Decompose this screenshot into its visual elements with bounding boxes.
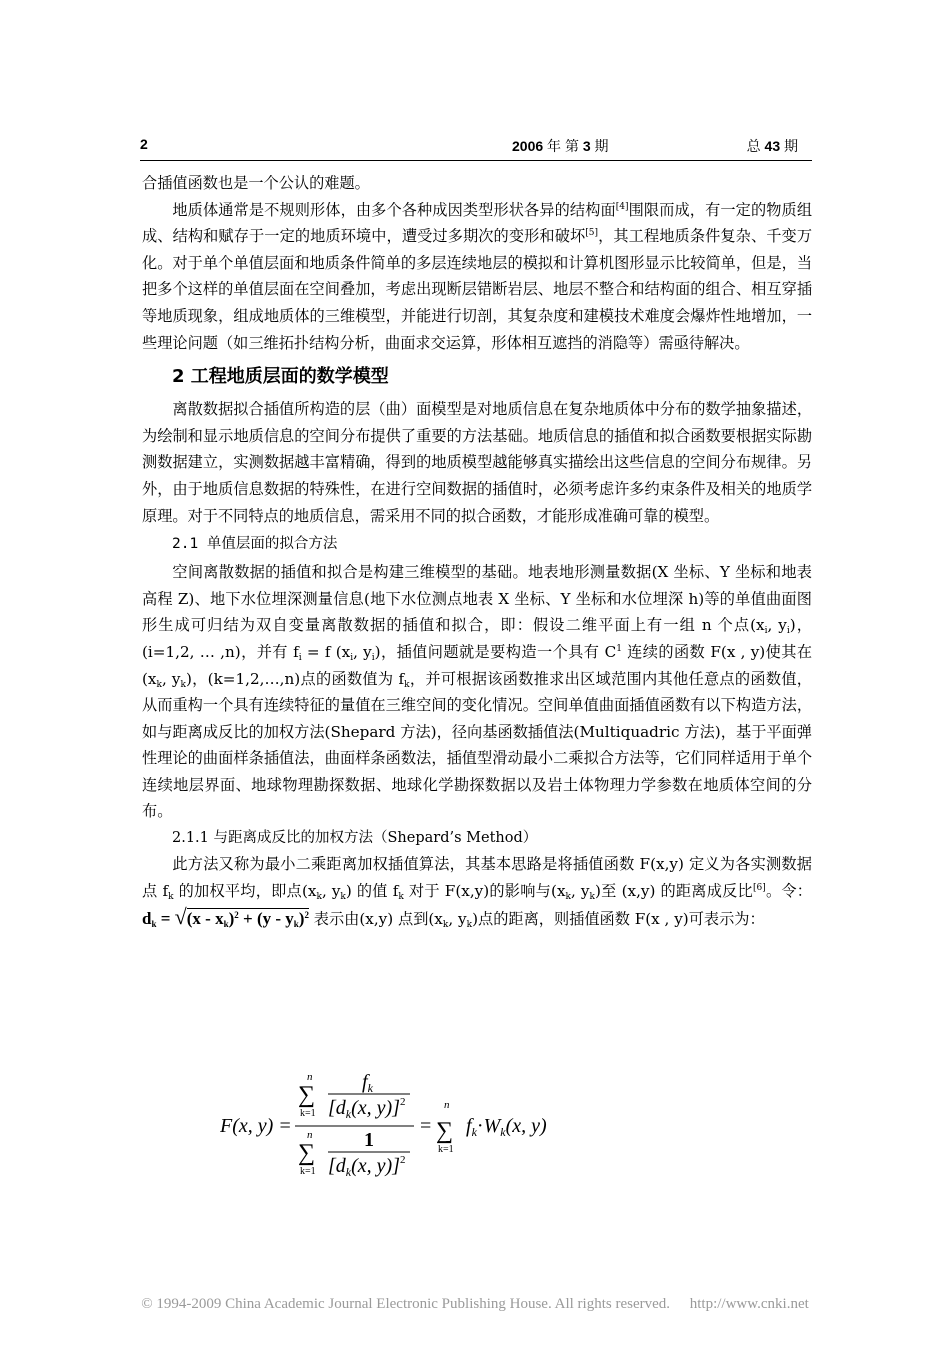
paragraph-continuation: 合插值函数也是一个公认的难题。	[142, 174, 370, 192]
num-one: 1	[364, 1129, 374, 1151]
paragraph-model: 离散数据拟合插值所构造的层（曲）面模型是对地质信息在复杂地质体中分布的数学抽象描述，为绘制和显示地质信息的空间分布提供了重要的方法基础。地质信息的插值和拟合函数要根据实际勘测数据建立，实测数据越丰富精确，得到的地质模型越能够真实描绘出这些信息的空间分布规律。另外，由于地质信息数据的特殊性，在进行空间数据的插值时，必须考虑许多约束条件及相关的地质学原理。对于不同特点的地质信息，需采用不同的拟合函数，才能形成准确可靠的模型。	[142, 400, 812, 525]
den-dk-1: [$d_k(x$, y)]$^2$	[328, 1096, 406, 1121]
rhs-term: $f_k\cdot W_k(x$, y)	[466, 1115, 547, 1139]
section-heading-2-1: 2.1 单值层面的拟合方法	[172, 536, 338, 553]
cnki-url[interactable]: http://www.cnki.net	[689, 1296, 809, 1312]
article-body	[142, 170, 812, 933]
page-number: 2	[140, 136, 148, 152]
sum-bot-2: k=1	[300, 1166, 316, 1177]
sum-sign-2: ∑	[298, 1140, 316, 1166]
sum-top-3: n	[444, 1099, 450, 1111]
section-heading-2-1-1: 2.1.1 与距离成反比的加权方法（Shepard’s Method）	[172, 830, 538, 847]
shepard-formula	[220, 1072, 600, 1182]
copyright-text: © 1994-2009 China Academic Journal Electronic Publishing House. All rights reserved.	[141, 1296, 671, 1312]
sum-bot-3: k=1	[438, 1144, 454, 1155]
paragraph-interpolation: 空间离散数据的插值和拟合是构建三维模型的基础。地表地形测量数据(X 坐标、Y 坐标和地表高程 Z)、地下水位埋深测量信息(地下水位测点地表 X 坐标、Y 坐标和水位埋深 h)等的单值曲面图形生成可归结为双自变量离散数据的插值和拟合，即：假设二维平面上有一组 n 个点($x_i$, $y_i$)，(i=1,2, … ,n)，并有 $f_i = f$ ($x_i$, $y_i$)，插值问题就是要构造一个具有 $C^1$ 连续的函数 F(x , y)使其在($x_k$, $y_k$)，(k=1,2,…,n)点的函数值为 $f_k$，并可根据该函数推求出区域范围内其他任意点的函数值，从而重构一个具有连续特征的量值在三维空间的变化情况。空间单值曲面插值函数有以下构造方法，如与距离成反比的加权方法(Shepard 方法)，径向基函数插值法(Multiquadric 方法)，基于平面弹性理论的曲面样条插值法，曲面样条函数法，插值型滑动最小二乘拟合方法等，它们同样适用于单个连续地层界面、地球物理勘探数据、地球化学勘探数据以及岩土体物理力学参数在地质体空间的分布。	[142, 563, 813, 821]
formula-eq2: =	[420, 1115, 432, 1137]
distance-formula: $d_k = √(x - x_k)^2 + (y - y_k)^2$	[142, 904, 309, 930]
paragraph-geology-body: 地质体通常是不规则形体，由多个各种成因类型形状各异的结构面[4]围限而成，有一定的物质组成、结构和赋存于一定的地质环境中，遭受过多期次的变形和破坏[5]，其工程地质条件复杂、千变万化。对于单个单值层面和地质条件简单的多层连续地层的模拟和计算机图形显示比较简单，但是，当把多个这样的单值层面在空间叠加，考虑出现断层错断岩层、地层不整合和结构面的组合、相互穿插等地质现象，组成地质体的三维模型，并能进行切剖，其复杂度和建模技术难度会爆炸性地增加，一些理论问题（如三维拓扑结构分析，曲面求交运算，形体相互遮挡的消隐等）需亟待解决。	[142, 200, 813, 352]
journal-issue: 2006 年 第 3 期	[512, 138, 609, 154]
section-heading-2: 2 工程地质层面的数学模型	[172, 366, 389, 388]
formula-lhs: F(x, y) =	[220, 1115, 292, 1137]
copyright-footer	[0, 1296, 950, 1313]
den-dk-2: [$d_k(x$, y)]$^2$	[328, 1154, 406, 1179]
sum-bot-1: k=1	[300, 1108, 316, 1119]
sum-sign-1: ∑	[298, 1082, 316, 1108]
paragraph-shepard: 此方法又称为最小二乘距离加权插值算法，其基本思路是将插值函数 F(x,y) 定义为各实测数据点 $f_k$ 的加权平均，即点($x_k$, $y_k$) 的值 $f_k$ 对于 F(x,y)的影响与($x_k$, $y_k$)至 (x,y) 的距离成反比[6]。令：$d_k = √(x - x_k)^2 + (y - y_k)^2$ 表示由(x,y) 点到($x_k$, $y_k$)点的距离，则插值函数 F(x , y)可表示为：	[142, 855, 812, 931]
running-header	[140, 132, 812, 161]
sum-top-1: n	[307, 1072, 313, 1083]
sum-top-2: n	[307, 1129, 313, 1141]
total-issue: 总 43 期	[746, 138, 798, 154]
sum-sign-3: ∑	[436, 1118, 454, 1144]
num-fk: $f_k$	[362, 1072, 373, 1095]
